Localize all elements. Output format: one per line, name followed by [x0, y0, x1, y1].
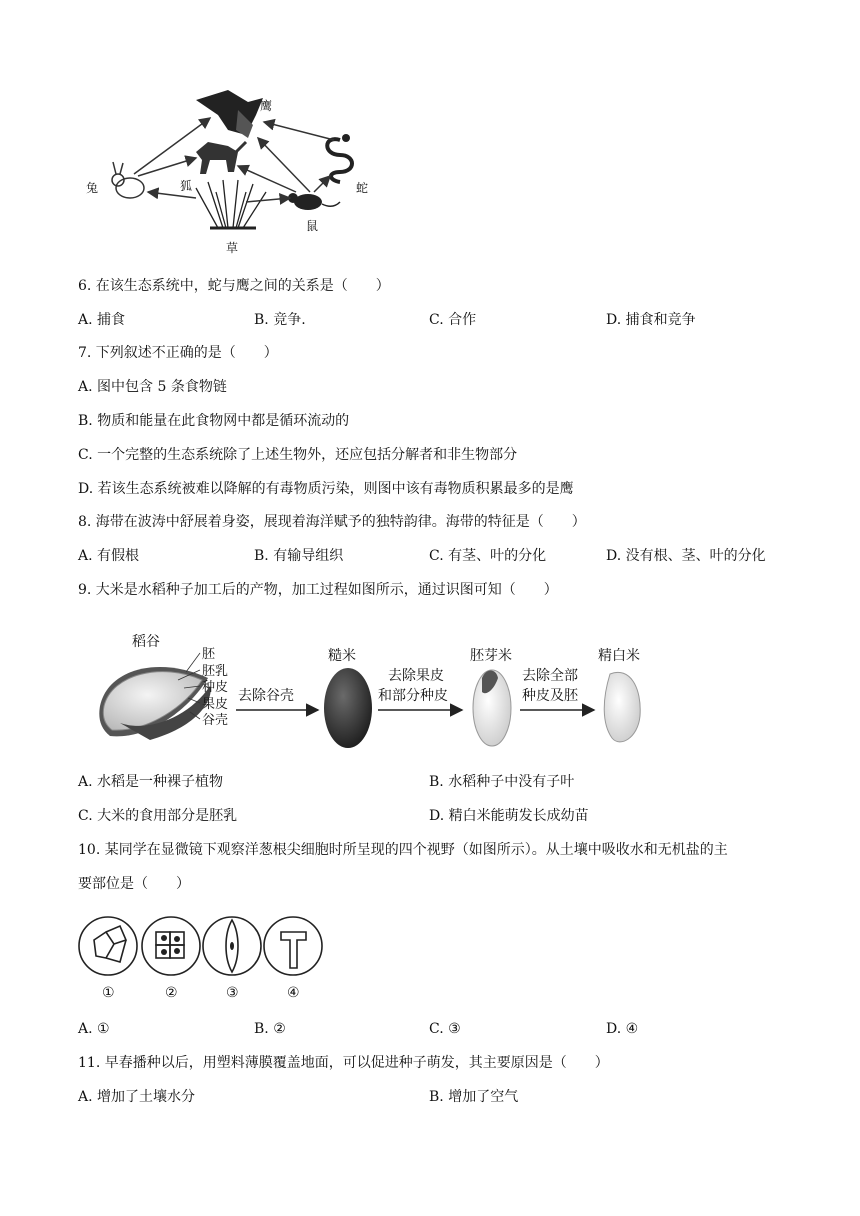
arrow-mouse-snake — [314, 176, 330, 192]
q7-option-c[interactable]: C. 一个完整的生态系统除了上述生物外，还应包括分解者和非生物部分 — [78, 447, 518, 463]
q7-option-a[interactable]: A. 图中包含 5 条食物链 — [78, 379, 227, 395]
q6-option-b[interactable]: B. 竞争. — [254, 312, 306, 328]
q8-option-d[interactable]: D. 没有根、茎、叶的分化 — [606, 548, 766, 564]
arrow-snake-eagle — [264, 122, 334, 140]
stage3-label: 精白米 — [598, 648, 640, 664]
mouse-label: 鼠 — [306, 219, 319, 233]
part-endosperm: 胚乳 — [202, 664, 229, 679]
fox-label: 狐 — [180, 179, 193, 193]
q9-stem: 9. 大米是水稻种子加工后的产物，加工过程如图所示，通过识图可知（ ） — [78, 582, 558, 598]
q7-option-b[interactable]: B. 物质和能量在此食物网中都是循环流动的 — [78, 413, 350, 429]
q11-option-a[interactable]: A. 增加了土壤水分 — [78, 1089, 196, 1105]
q11-stem: 11. 早春播种以后，用塑料薄膜覆盖地面，可以促进种子萌发，其主要原因是（ ） — [78, 1055, 609, 1071]
view-2-circle — [142, 917, 200, 975]
view-1-cells — [94, 926, 126, 962]
view-2-label: ② — [165, 985, 178, 1001]
eagle-illustration — [196, 90, 263, 138]
q8-option-c[interactable]: C. 有茎、叶的分化 — [429, 548, 547, 564]
view-4-circle — [264, 917, 322, 975]
view-1-label: ① — [102, 985, 115, 1001]
arrow-rabbit-fox — [138, 158, 196, 176]
paddy-grain-illustration — [99, 667, 210, 740]
mouse-illustration — [288, 193, 340, 210]
q8-option-a[interactable]: A. 有假根 — [78, 548, 140, 564]
stage2-label: 胚芽米 — [470, 648, 512, 664]
brown-rice-illustration — [324, 668, 372, 748]
q7-stem: 7. 下列叙述不正确的是（ ） — [78, 345, 278, 361]
part-embryo: 胚 — [202, 647, 216, 662]
paddy-title: 稻谷 — [132, 634, 160, 650]
arrow-grass-mouse — [246, 198, 290, 202]
q9-option-c[interactable]: C. 大米的食用部分是胚乳 — [78, 808, 238, 824]
q9-option-a[interactable]: A. 水稻是一种裸子植物 — [78, 774, 224, 790]
grass-label: 草 — [226, 241, 239, 255]
q6-option-c[interactable]: C. 合作 — [429, 312, 477, 328]
stage1-label: 糙米 — [328, 648, 356, 664]
food-web-figure — [78, 80, 378, 260]
polished-rice-illustration — [604, 672, 640, 742]
view-4-cell — [281, 932, 306, 968]
q6-option-a[interactable]: A. 捕食 — [78, 312, 126, 328]
eagle-label: 鹰 — [260, 99, 273, 113]
q8-stem: 8. 海带在波涛中舒展着身姿，展现着海洋赋予的独特韵律。海带的特征是（ ） — [78, 514, 586, 530]
germ-rice-illustration — [473, 670, 511, 746]
q11-option-b[interactable]: B. 增加了空气 — [429, 1089, 519, 1105]
q6-stem: 6. 在该生态系统中，蛇与鹰之间的关系是（ ） — [78, 278, 390, 294]
q10-option-a[interactable]: A. ① — [78, 1021, 110, 1037]
rice-processing-figure — [90, 628, 680, 758]
view-4-label: ④ — [287, 985, 300, 1001]
q10-option-c[interactable]: C. ③ — [429, 1021, 461, 1037]
q6-option-d[interactable]: D. 捕食和竞争 — [606, 312, 696, 328]
q9-option-b[interactable]: B. 水稻种子中没有子叶 — [429, 774, 575, 790]
rabbit-label: 兔 — [86, 181, 99, 195]
snake-label: 蛇 — [356, 181, 369, 195]
q8-option-b[interactable]: B. 有输导组织 — [254, 548, 344, 564]
q10-option-b[interactable]: B. ② — [254, 1021, 286, 1037]
step2-label-line2: 和部分种皮 — [378, 688, 448, 704]
fox-illustration — [196, 142, 246, 174]
arrow-mouse-eagle — [258, 138, 310, 192]
step2-label-line1: 去除果皮 — [388, 668, 444, 684]
arrow-mouse-fox — [238, 166, 296, 192]
q7-option-d[interactable]: D. 若该生态系统被难以降解的有毒物质污染，则图中该有毒物质积累最多的是鹰 — [78, 481, 574, 497]
part-husk: 谷壳 — [202, 713, 229, 728]
snake-illustration — [327, 134, 352, 182]
step1-label: 去除谷壳 — [238, 688, 294, 704]
q10-stem-line2: 要部位是（ ） — [78, 876, 190, 892]
view-3-label: ③ — [226, 985, 239, 1001]
part-pericarp: 果皮 — [202, 697, 229, 712]
root-cells-figure — [76, 910, 326, 1002]
q10-option-d[interactable]: D. ④ — [606, 1021, 639, 1037]
q9-option-d[interactable]: D. 精白米能萌发长成幼苗 — [429, 808, 589, 824]
step3-label-line1: 去除全部 — [522, 668, 578, 684]
view-1-circle — [79, 917, 137, 975]
rabbit-illustration — [112, 162, 144, 198]
part-seed-coat: 种皮 — [202, 680, 229, 695]
step3-label-line2: 种皮及胚 — [522, 688, 578, 704]
grass-illustration — [196, 180, 266, 228]
q10-stem-line1: 10. 某同学在显微镜下观察洋葱根尖细胞时所呈现的四个视野（如图所示）。从土壤中吸收水和无机盐的主 — [78, 842, 728, 858]
